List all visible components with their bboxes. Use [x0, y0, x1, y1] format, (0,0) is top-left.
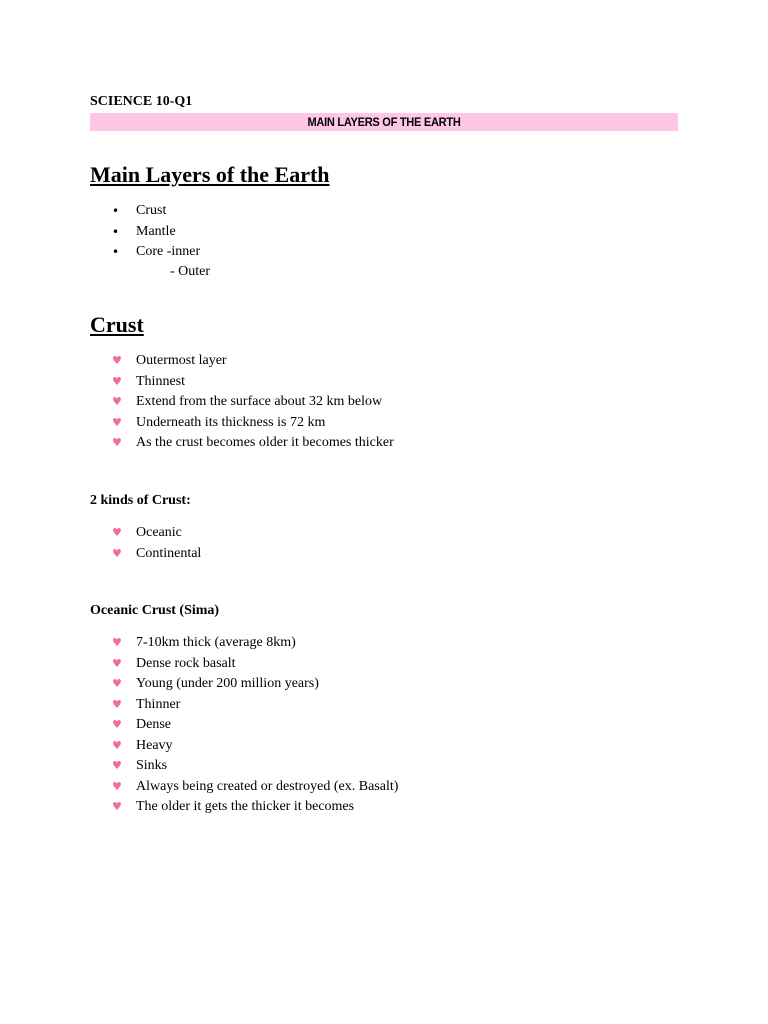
heart-bullet-icon: ♥: [112, 800, 122, 813]
heart-bullet-icon: ♥: [112, 677, 122, 690]
heart-bullet-icon: ♥: [112, 636, 122, 649]
heading-crust: Crust: [90, 312, 144, 337]
bullet-dot-icon: •: [112, 245, 120, 259]
course-label: SCIENCE 10-Q1: [90, 94, 193, 109]
bullet-dot-icon: •: [112, 224, 120, 239]
core-outer-subitem: - Outer: [170, 264, 211, 279]
heart-bullet-icon: ♥: [112, 546, 122, 560]
heart-bullet-icon: ♥: [112, 374, 122, 388]
title-banner: [90, 113, 678, 131]
heading-kinds-of-crust: 2 kinds of Crust:: [90, 493, 191, 508]
heart-bullet-icon: ♥: [112, 759, 122, 772]
heart-bullet-icon: ♥: [112, 526, 122, 539]
heart-bullet-icon: ♥: [112, 718, 122, 731]
heart-bullet-icon: ♥: [112, 697, 122, 711]
heart-bullet-icon: ♥: [112, 436, 122, 449]
bullet-dot-icon: •: [112, 204, 120, 218]
document-page: SCIENCE 10-Q1 MAIN LAYERS OF THE EARTH Main Layers of the Earth • Crust • Mantle • Core -inner - Outer Crust ♥ Outermost layer ♥ Thinnest ♥ Extend from the surface about 32 km below ♥ Underneath its thickness is 72 km ♥ As the crust becomes older it becomes thicker 2 kinds of Crust: ♥ Oceanic ♥ Continental Oceanic Crust (Sima) ♥ 7-10km thick (average 8km) ♥ Dense rock basalt ♥ Young (under 200 million years) ♥ Thinner ♥ Dense ♥ Heavy ♥ Sinks ♥ Always being created or destroyed (ex. Basalt) ♥ The older it gets the thicker it becomes: [0, 0, 768, 1024]
heart-bullet-icon: ♥: [112, 656, 122, 670]
heart-bullet-icon: ♥: [112, 738, 122, 752]
heading-main-layers: Main Layers of the Earth: [90, 162, 330, 187]
heart-bullet-icon: ♥: [112, 354, 122, 367]
heart-bullet-icon: ♥: [112, 415, 122, 429]
heading-oceanic-crust: Oceanic Crust (Sima): [90, 603, 220, 618]
heart-bullet-icon: ♥: [112, 779, 122, 793]
heart-bullet-icon: ♥: [112, 395, 122, 408]
banner-title: MAIN LAYERS OF THE EARTH: [307, 115, 461, 129]
